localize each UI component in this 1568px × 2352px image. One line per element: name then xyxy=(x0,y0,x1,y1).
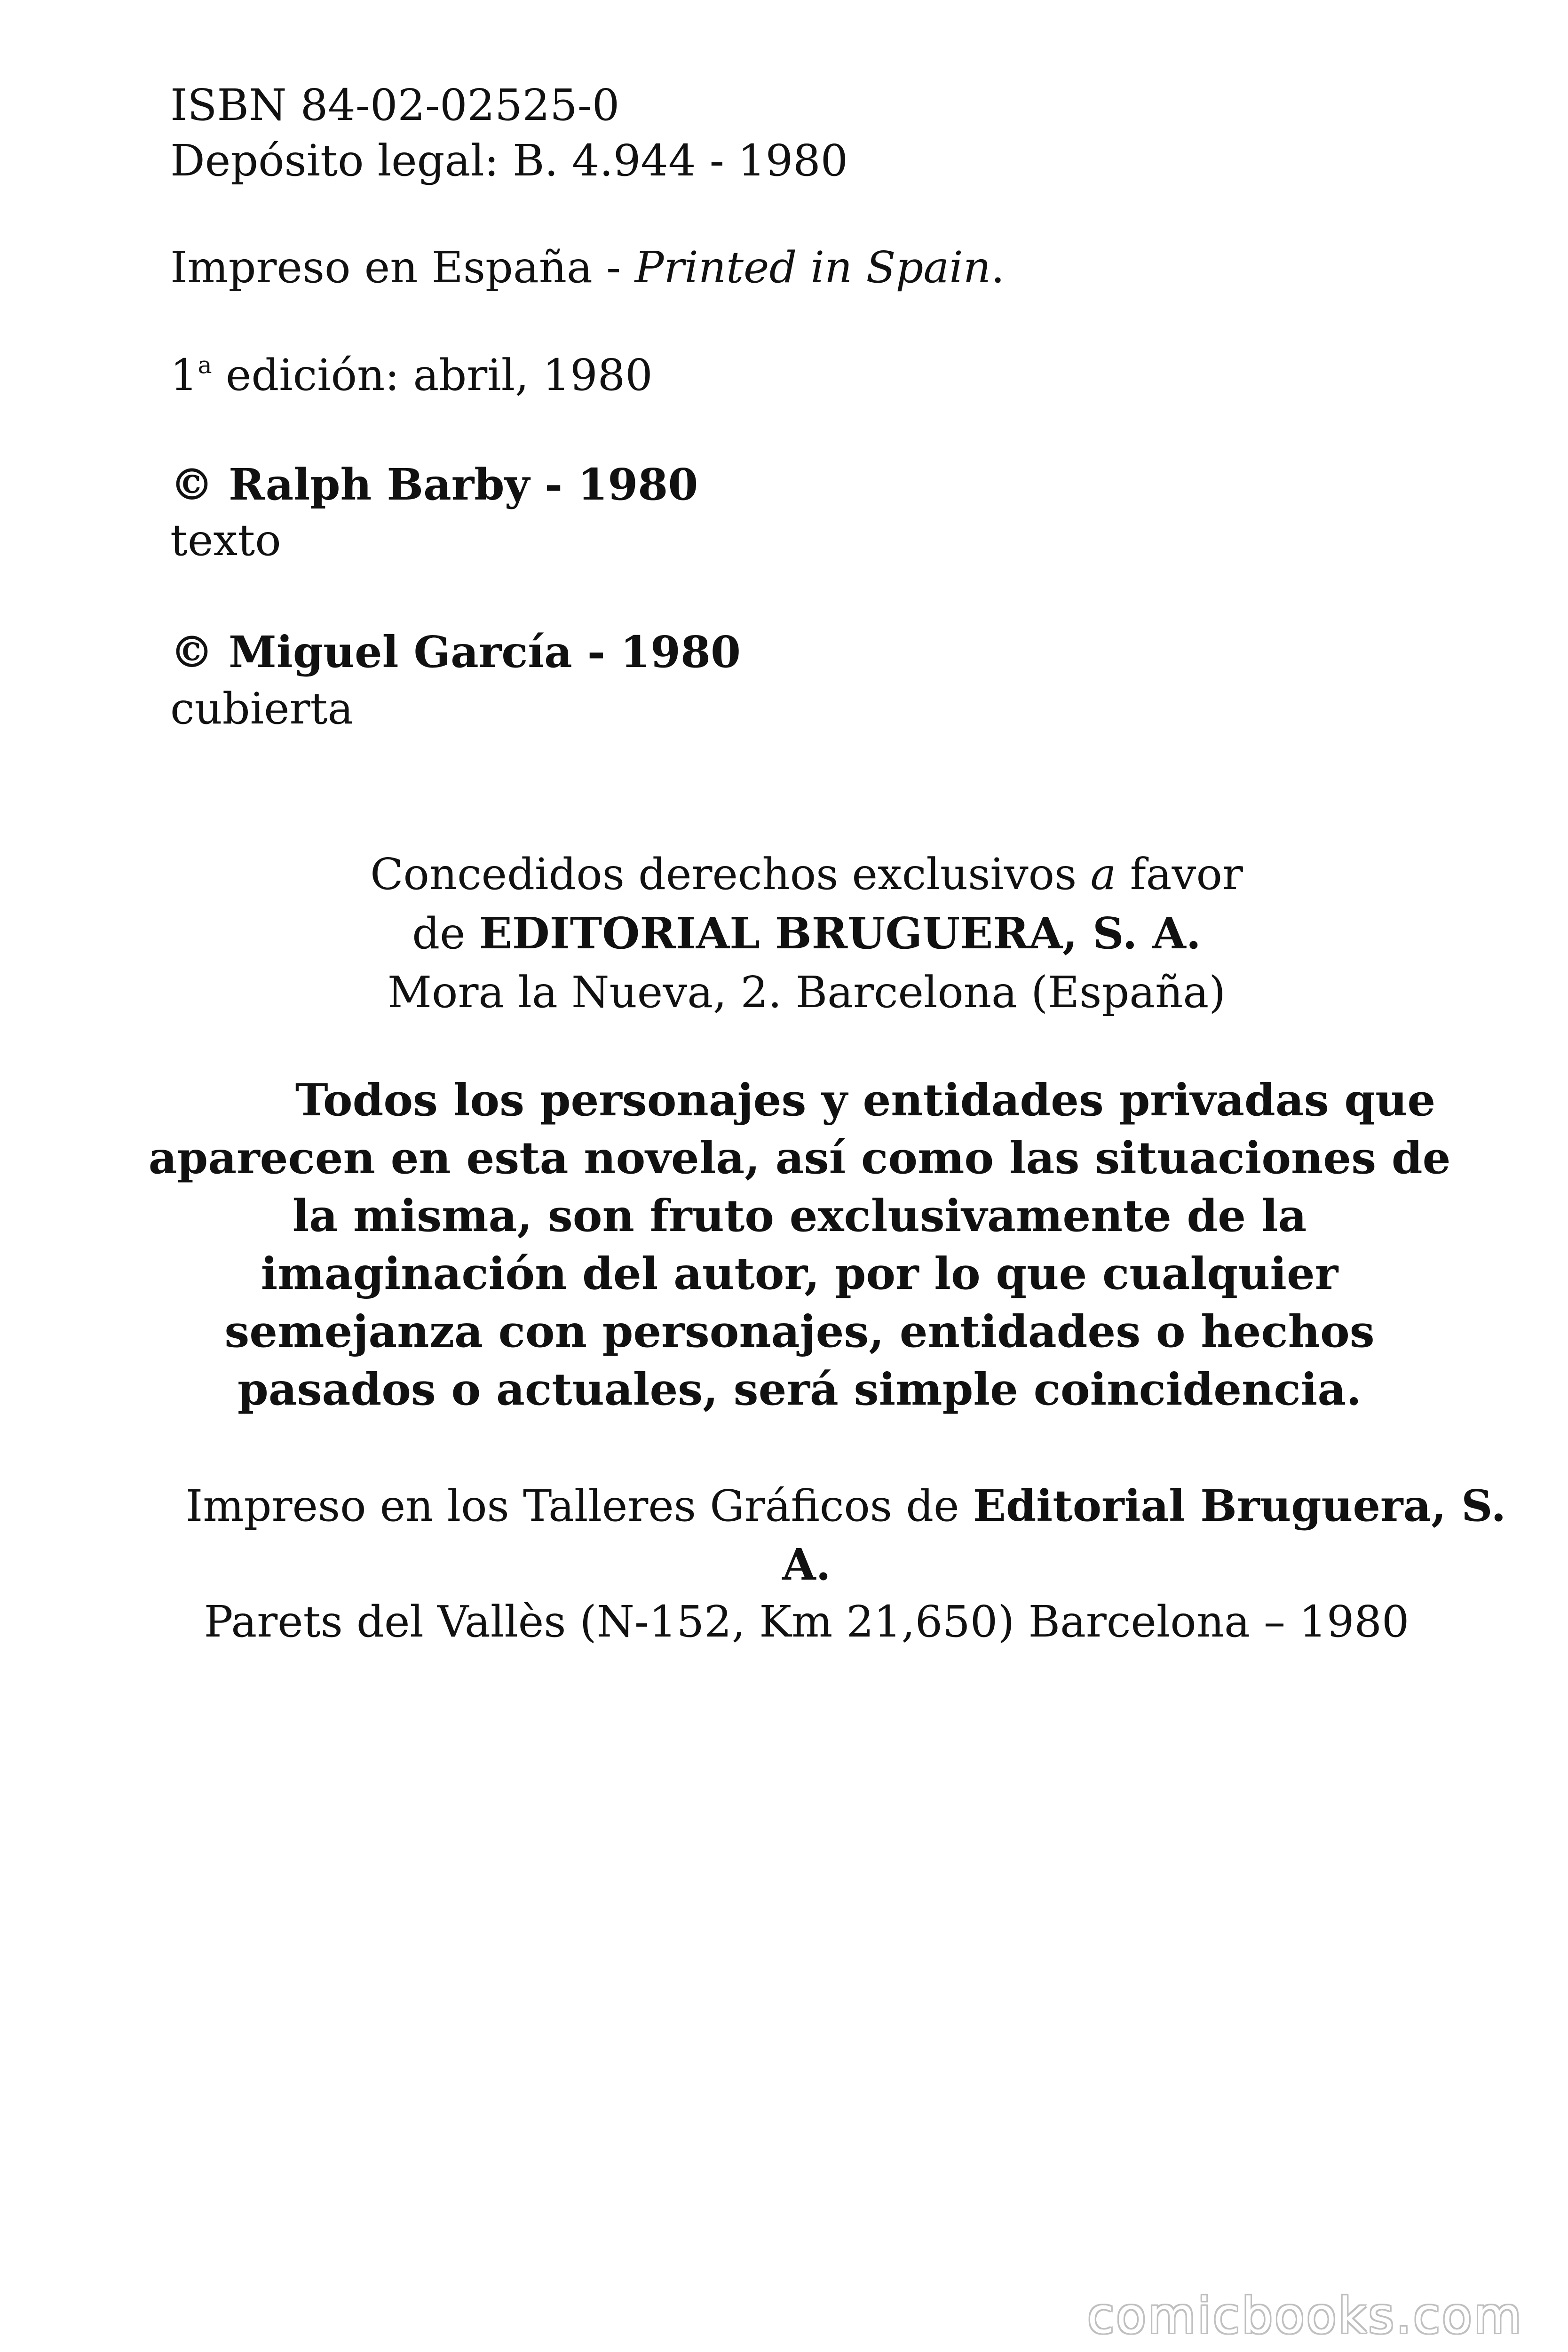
edition-line xyxy=(170,350,653,400)
printed-in-spain xyxy=(170,242,1005,293)
rights-de: de xyxy=(412,908,479,959)
deposito-legal: Depósito legal: B. 4.944 - 1980 xyxy=(170,135,848,186)
edition-number: 1 xyxy=(170,350,198,400)
printed-in-spain-english: Printed in Spain xyxy=(634,242,991,293)
publisher-name: EDITORIAL BRUGUERA, S. A. xyxy=(479,908,1201,959)
rights-italic-a: a xyxy=(1090,849,1117,899)
printer-name: Editorial Bruguera, S. xyxy=(973,1480,1506,1531)
printed-in-spain-spanish: Impreso en España - xyxy=(170,242,635,293)
copyright-author: © Ralph Barby - 1980 xyxy=(170,459,698,510)
publisher-address: Mora la Nueva, 2. Barcelona (España) xyxy=(387,967,1226,1017)
printer-text: Impreso en los Talleres Gráficos de xyxy=(186,1481,973,1531)
copyright-cover-role: cubierta xyxy=(170,683,354,734)
rights-text-favor: favor xyxy=(1116,849,1243,899)
printed-in-spain-period: . xyxy=(990,242,1005,293)
copyright-author-role: texto xyxy=(170,515,281,565)
fiction-disclaimer: Todos los personajes y entidades privadas que aparecen en esta novela, así como las situaciones de la misma, son fruto exclusivamente de la imaginación del autor, por lo que cualquier semejanza con personajes, entidades o hechos pasados o actuales, será simple coincidencia. xyxy=(148,1074,1451,1415)
printer-address: Parets del Vallès (N-152, Km 21,650) Barcelona – 1980 xyxy=(204,1597,1410,1647)
copyright-cover-artist: © Miguel García - 1980 xyxy=(170,627,741,677)
rights-line-1 xyxy=(141,849,1472,899)
watermark: comicbooks.com xyxy=(1087,2287,1523,2344)
isbn: ISBN 84-02-02525-0 xyxy=(170,80,620,130)
printer-line-1 xyxy=(186,1480,1506,1531)
printer-line-2: A. xyxy=(782,1539,831,1590)
rights-text: Concedidos derechos exclusivos xyxy=(370,849,1091,899)
rights-line-2 xyxy=(141,908,1472,959)
edition-date: edición: abril, 1980 xyxy=(212,350,653,400)
edition-ordinal: a xyxy=(198,351,212,379)
